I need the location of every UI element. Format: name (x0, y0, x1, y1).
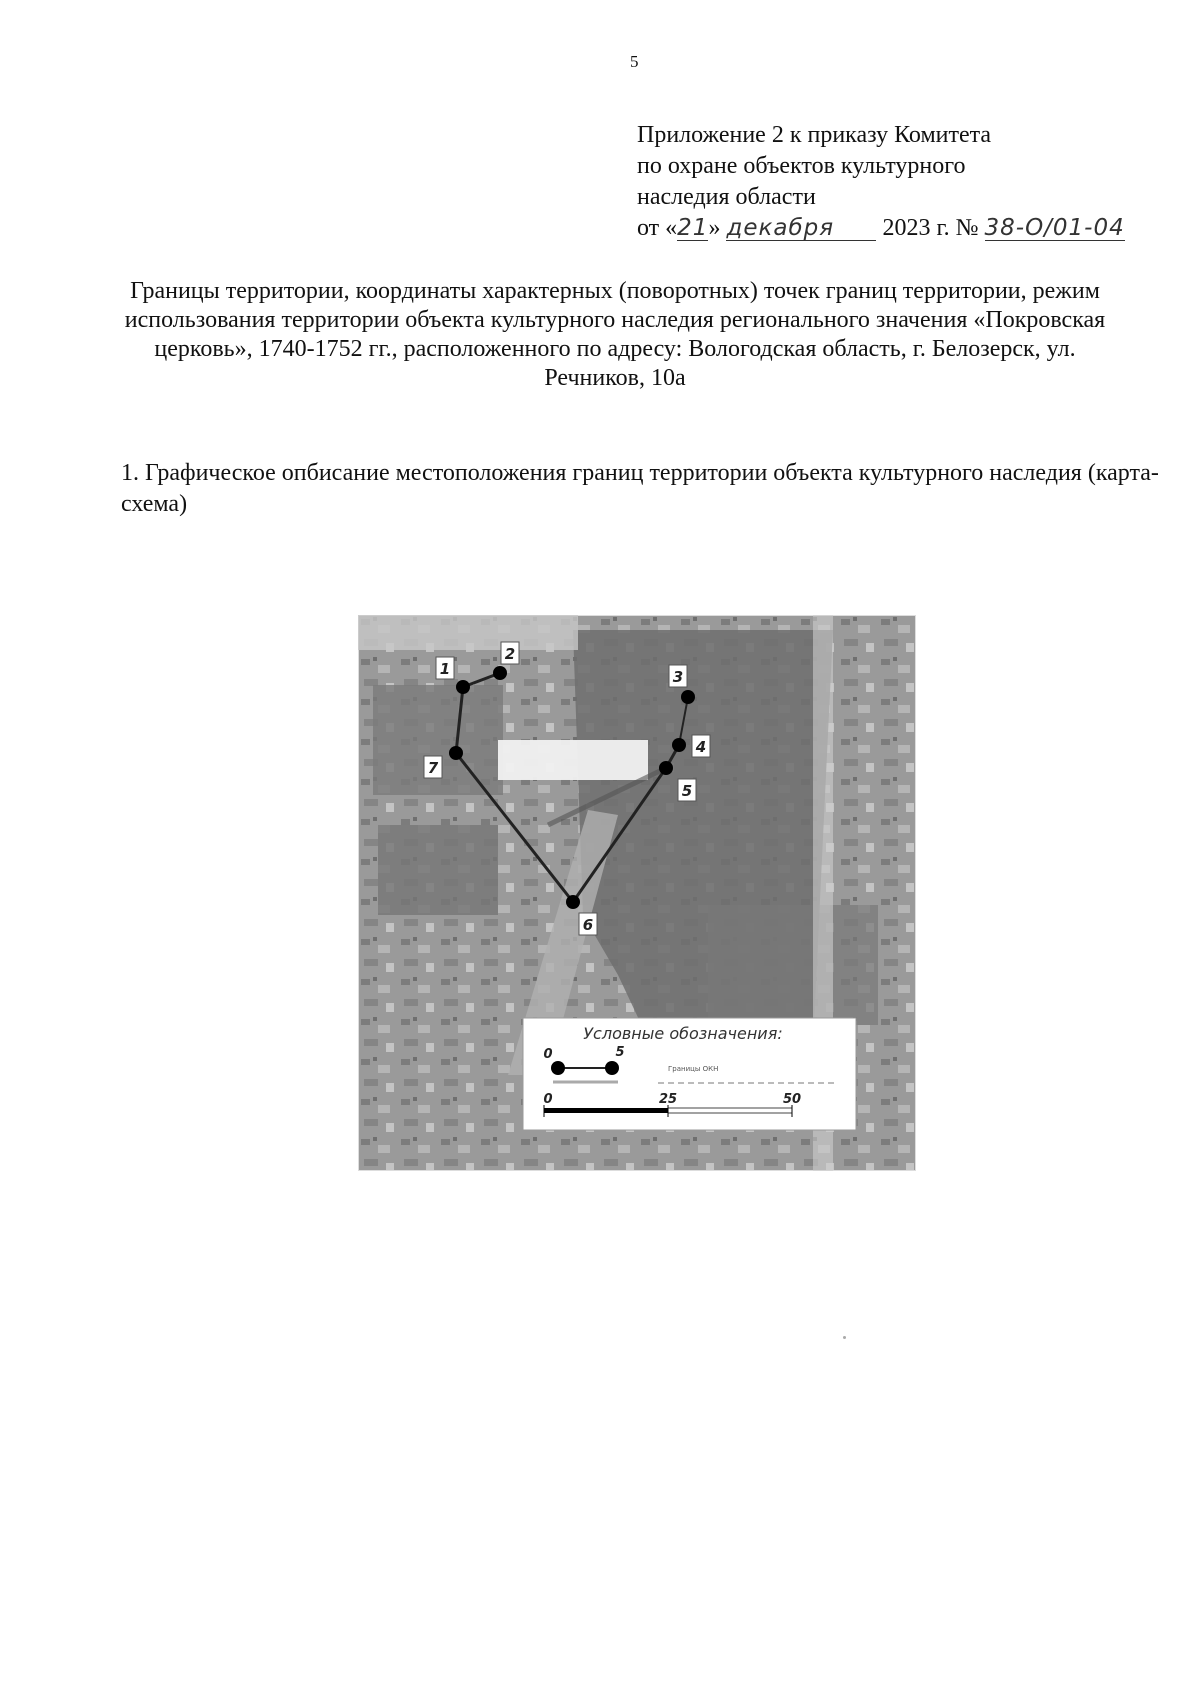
point-label: 5 (681, 782, 693, 800)
appendix-header (637, 120, 1125, 244)
point-label: 6 (582, 916, 594, 934)
scale-label-25: 25 (658, 1092, 678, 1107)
scale-bar-empty (668, 1108, 792, 1113)
legend-item-boundary: Границы ОКН (668, 1065, 719, 1073)
site-map (358, 615, 916, 1171)
dark-zone (378, 825, 498, 915)
building (498, 740, 648, 780)
appendix-line-3: наследия области (637, 184, 816, 210)
section-1-heading: 1. Графическое опбисание местоположения границ территории объекта культурного наследия (карта-схема) (121, 460, 1159, 517)
dark-zone (708, 905, 878, 1025)
speck (843, 1336, 846, 1339)
appendix-date-line (637, 213, 1125, 244)
light-zone (358, 615, 578, 650)
point-label: 4 (695, 738, 707, 756)
scale-label-50: 50 (782, 1092, 802, 1107)
page-number: 5 (630, 52, 639, 71)
handwritten-month: декабря (726, 216, 876, 241)
scale-label-0: 0 (543, 1092, 553, 1107)
date-mid: » (708, 215, 721, 241)
document-title: Границы территории, координаты характерных (поворотных) точек границ территории, режим использования территории объекта культурного наследия регионального значения «Покровская церковь», 1740-1752 гг., расположенного по адресу: Вологодская область, г. Белозерск, ул. Речников, 10а (124, 278, 1106, 391)
scale-bar-filled (544, 1108, 668, 1113)
legend-marker-end: 5 (615, 1045, 625, 1060)
year-text: 2023 г. № (882, 215, 979, 241)
legend-marker-start: 0 (543, 1047, 553, 1062)
legend-title: Условные обозначения: (583, 1024, 783, 1043)
appendix-line-2: по охране объектов культурного (637, 153, 966, 179)
appendix-line-1: Приложение 2 к приказу Комитета (637, 122, 992, 148)
point-label: 2 (504, 645, 516, 663)
handwritten-day: 21 (677, 215, 709, 241)
date-prefix: от « (637, 215, 678, 241)
point-label: 1 (439, 660, 451, 678)
handwritten-order-number: 38-О/01-04 (984, 215, 1125, 241)
map-legend (523, 1018, 856, 1130)
point-label: 3 (672, 668, 684, 686)
point-label: 7 (427, 759, 439, 777)
